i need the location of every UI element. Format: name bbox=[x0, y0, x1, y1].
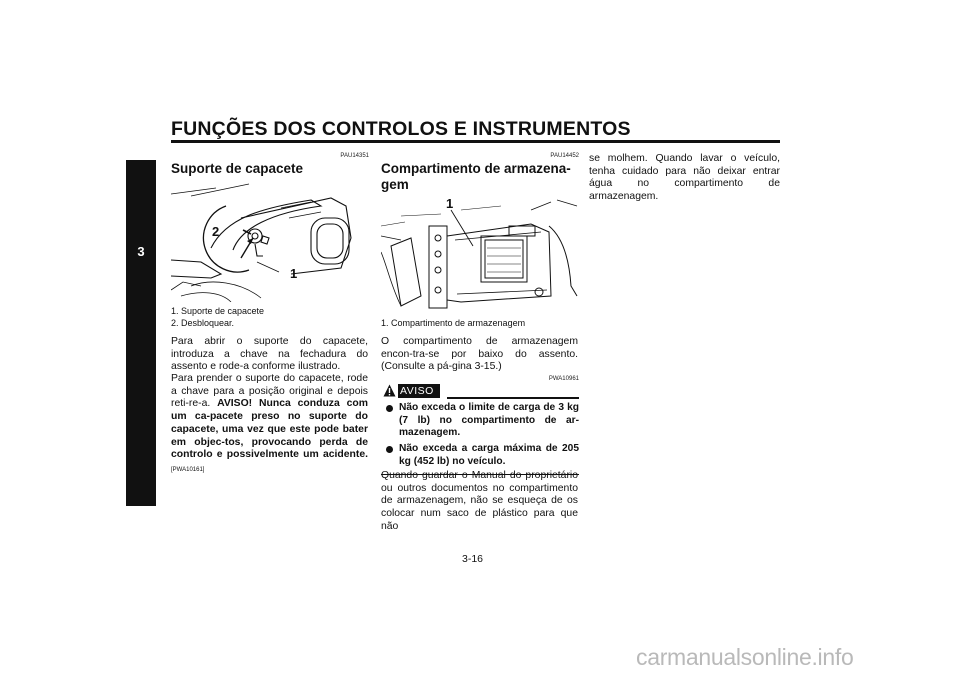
paragraph-close-helmet-holder: Para prender o suporte do capacete, rode a chave para a posição original e depois reti-re-a. AVISO! Nunca conduza com um ca-pacete preso no suporte do capacete, uma vez que este pode bater em objec-tos, provocando perda de controlo e possivelmente um acidente. [PWA10161] bbox=[171, 373, 368, 473]
bullet-icon bbox=[386, 446, 393, 453]
figure-caption-2: 2. Desbloquear. bbox=[171, 318, 235, 328]
paragraph-storage-location: O compartimento de armazenagem encon-tra-se por baixo do assento. (Consulte a pá-gina 3-15.) bbox=[381, 336, 578, 373]
warning-box bbox=[381, 376, 579, 475]
section-code: PAU14452 bbox=[550, 153, 579, 159]
storage-compartment-figure bbox=[381, 196, 579, 314]
warning-triangle-icon bbox=[383, 384, 396, 397]
figure-callout-1: 1 bbox=[290, 266, 298, 281]
warning-code: PWA10961 bbox=[548, 376, 579, 382]
paragraph-documents-storage: Quando guardar o Manual do proprietário ou outros documentos no compartimento de armazenagem, não se esqueça de os colocar num saco de plástico para que não bbox=[381, 470, 578, 532]
page-number: 3-16 bbox=[462, 553, 484, 565]
watermark: carmanualsonline.info bbox=[636, 644, 854, 670]
warning-item: Não exceda a carga máxima de 205 kg (452 lb) no veículo. bbox=[381, 443, 579, 468]
paragraph-keep-dry: se molhem. Quando lavar o veículo, tenha cuidado para não deixar entrar água no compartimento de armazenagem. bbox=[589, 153, 780, 203]
warning-item: Não exceda o limite de carga de 3 kg (7 lb) no compartimento de ar-mazenagem. bbox=[381, 402, 579, 440]
figure-callout-2: 2 bbox=[212, 224, 220, 239]
section-heading-storage: Compartimento de armazena- gem bbox=[381, 161, 571, 192]
helmet-warning-notice: AVISO! Nunca conduza com um ca-pacete preso no suporte do capacete, uma vez que este pode bater em objec-tos, provocando perda de controlo e possivelmente um acidente. bbox=[171, 398, 368, 461]
helmet-holder-figure bbox=[171, 178, 369, 302]
figure-callout-1: 1 bbox=[446, 196, 454, 211]
chapter-tab bbox=[126, 160, 156, 506]
section-code: PAU14351 bbox=[340, 153, 369, 159]
warning-label: AVISO bbox=[398, 384, 440, 398]
paragraph-open-helmet-holder: Para abrir o suporte do capacete, introduza a chave na fechadura do assento e rode-a conforme ilustrado. bbox=[171, 336, 368, 373]
section-heading-helmet-holder: Suporte de capacete bbox=[171, 161, 304, 176]
bullet-icon bbox=[386, 405, 393, 412]
page-title: FUNÇÕES DOS CONTROLOS E INSTRUMENTOS bbox=[171, 118, 631, 140]
figure-caption-storage: 1. Compartimento de armazenagem bbox=[381, 318, 526, 328]
chapter-number: 3 bbox=[137, 244, 145, 259]
figure-caption-1: 1. Suporte de capacete bbox=[171, 306, 265, 316]
title-rule bbox=[171, 140, 780, 143]
warning-header bbox=[381, 384, 579, 399]
warning-rule-top bbox=[447, 397, 579, 399]
